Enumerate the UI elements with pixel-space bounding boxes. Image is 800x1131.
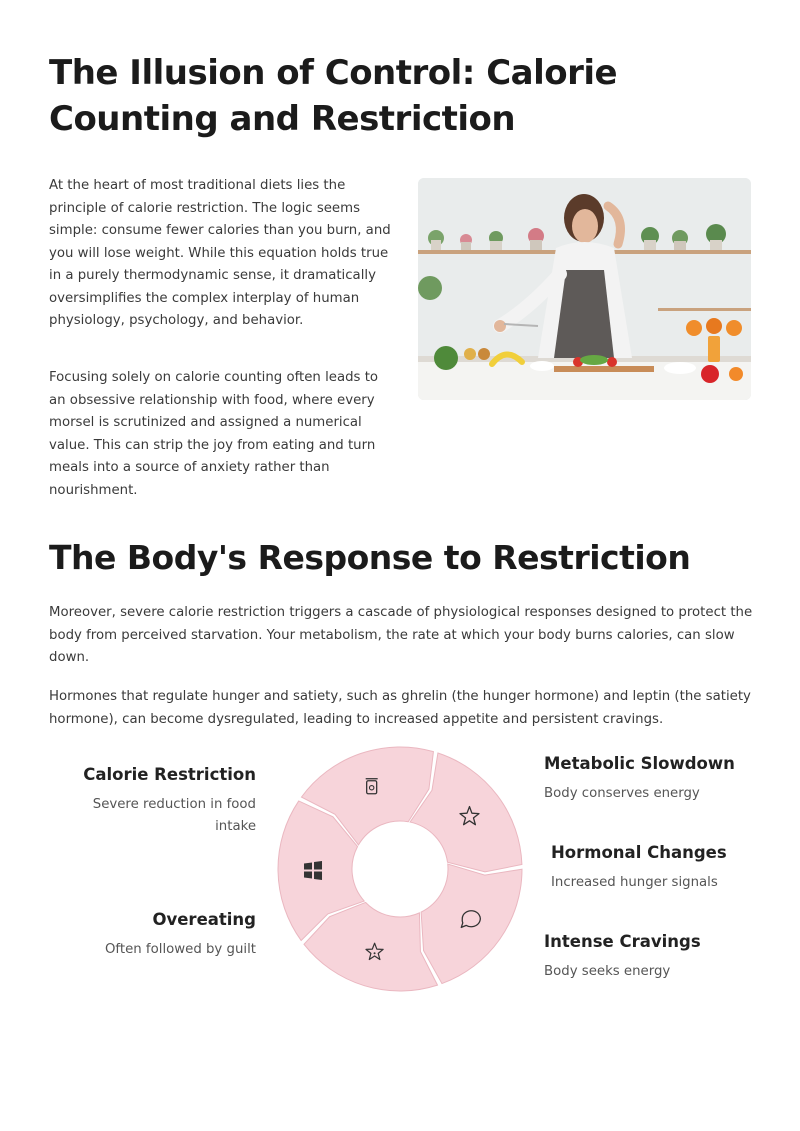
paragraph-calorie-principle: At the heart of most traditional diets lies the principle of calorie restriction. The logic seems simple: consume fewer calories than you burn, and you will lose weight. While this equation holds true in a purely thermodynamic sense, it dramatically oversimplifies the complex interplay of human physiology, psychology, and behavior. xyxy=(49,178,391,328)
cycle-step-desc: Increased hunger signals xyxy=(551,875,718,890)
cycle-step-title: Overeating xyxy=(152,910,256,929)
cycle-step-title: Hormonal Changes xyxy=(551,843,727,862)
cycle-segment-2 xyxy=(421,864,522,984)
cycle-label-overeating xyxy=(60,910,256,961)
stressed-cook-photo xyxy=(418,178,751,400)
cycle-step-desc: Often followed by guilt xyxy=(104,942,256,957)
cycle-step-desc: Severe reduction in food intake xyxy=(92,797,256,834)
cycle-label-calorie-restriction xyxy=(70,765,256,838)
paragraph-obsessive-relationship: Focusing solely on calorie counting often leads to an obsessive relationship with food, where every morsel is scrutinized and assigned a numerical value. This can strip the joy from eating and turn meals into a source of anxiety rather than nourishment. xyxy=(49,370,379,498)
cycle-step-desc: Body seeks energy xyxy=(544,964,671,979)
restriction-cycle-diagram xyxy=(276,745,524,993)
section-title-body-response: The Body's Response to Restriction xyxy=(49,538,691,577)
paragraph-hormones: Hormones that regulate hunger and satiety, such as ghrelin (the hunger hormone) and leptin (the satiety hormone), can become dysregulated, leading to increased appetite and persistent cravings. xyxy=(49,689,751,727)
cycle-step-desc: Body conserves energy xyxy=(544,786,700,801)
cycle-step-title: Intense Cravings xyxy=(544,932,701,951)
cycle-label-hormonal-changes xyxy=(551,843,771,894)
cycle-step-title: Calorie Restriction xyxy=(83,765,256,784)
cycle-label-intense-cravings xyxy=(544,932,764,983)
cycle-label-metabolic-slowdown xyxy=(544,754,764,805)
paragraph-physiological-response: Moreover, severe calorie restriction triggers a cascade of physiological responses designed to protect the body from perceived starvation. Your metabolism, the rate at which your body burns calories, can slow down. xyxy=(49,605,753,665)
section-title-illusion: The Illusion of Control: Calorie Counting and Restriction xyxy=(49,53,618,139)
cycle-step-title: Metabolic Slowdown xyxy=(544,754,735,773)
